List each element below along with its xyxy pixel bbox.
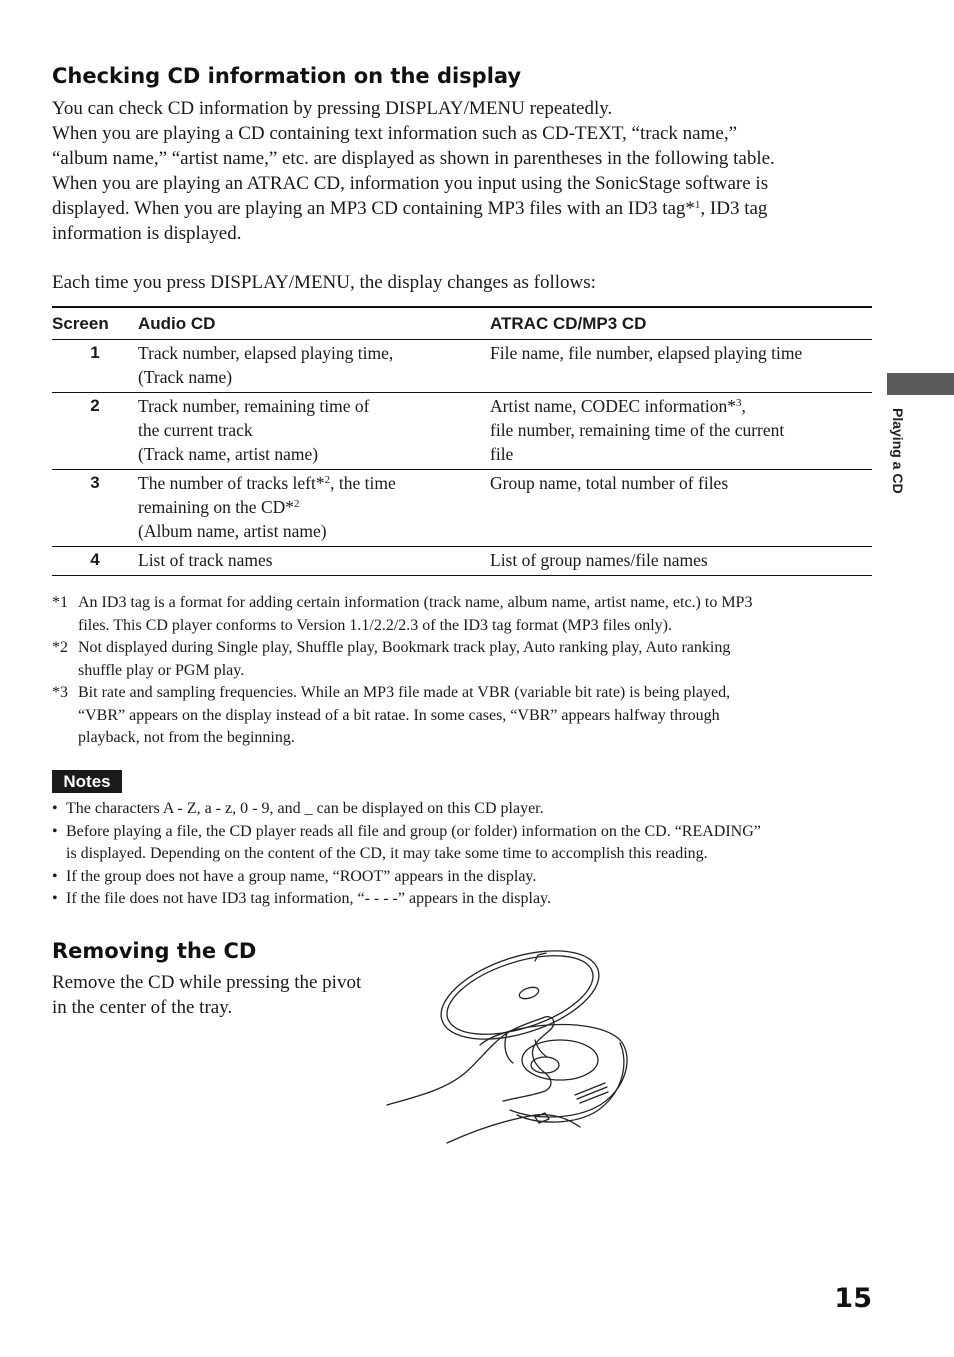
lid-window bbox=[518, 985, 540, 1001]
footnote-mark: *1 bbox=[52, 594, 68, 611]
cell-line: Group name, total number of files bbox=[490, 473, 729, 493]
intro-line: When you are playing an ATRAC CD, information you input using the SonicStage software is bbox=[52, 173, 769, 194]
atrac-cell bbox=[490, 470, 872, 547]
side-label-text: Playing a CD bbox=[890, 408, 906, 494]
cell-line bbox=[490, 394, 872, 418]
table-row bbox=[52, 547, 872, 576]
footnote-ref: 3 bbox=[735, 397, 742, 409]
intro-line: “album name,” “artist name,” etc. are displayed as shown in parentheses in the following table. bbox=[52, 148, 775, 169]
intro-line bbox=[52, 196, 872, 221]
table-intro: Each time you press DISPLAY/MENU, the display changes as follows: bbox=[52, 272, 596, 293]
note-item bbox=[52, 798, 872, 821]
notes-badge: Notes bbox=[52, 770, 122, 793]
section-heading-checking-cd-info: Checking CD information on the display bbox=[52, 64, 522, 88]
cell-text: Artist name, CODEC information* bbox=[490, 396, 736, 416]
footnote-1 bbox=[52, 592, 862, 637]
note-item bbox=[52, 821, 872, 866]
cell-line: the current track bbox=[138, 420, 253, 440]
footnote-text bbox=[78, 592, 862, 637]
footnotes bbox=[52, 592, 862, 750]
note-line: is displayed. Depending on the content of the CD, it may take some time to accomplish this reading. bbox=[66, 845, 708, 862]
cable bbox=[447, 1115, 580, 1143]
bullet-icon: • bbox=[52, 822, 58, 840]
footnote-line: “VBR” appears on the display instead of a bit ratae. In some cases, “VBR” appears halfway through bbox=[78, 706, 720, 724]
removing-cd-line: in the center of the tray. bbox=[52, 997, 233, 1018]
table-row bbox=[52, 393, 872, 470]
footnote-text bbox=[78, 637, 862, 682]
screen-number: 2 bbox=[52, 393, 138, 470]
cd-pivot bbox=[531, 1057, 559, 1073]
cd-removal-illustration bbox=[385, 945, 635, 1150]
cell-line: List of group names/file names bbox=[490, 550, 708, 570]
side-section-label bbox=[886, 408, 910, 518]
screen-number: 4 bbox=[52, 547, 138, 576]
cell-line bbox=[138, 471, 490, 495]
footnote-line: Not displayed during Single play, Shuffle play, Bookmark track play, Auto ranking play, Auto ranking bbox=[78, 639, 731, 656]
atrac-cell bbox=[490, 393, 872, 470]
cell-line: Track number, elapsed playing time, bbox=[138, 343, 394, 363]
cell-line: file bbox=[490, 444, 514, 464]
section-tab-marker bbox=[887, 373, 954, 395]
cell-line: Track number, remaining time of bbox=[138, 396, 370, 416]
footnote-line: shuffle play or PGM play. bbox=[78, 661, 245, 679]
note-line: If the group does not have a group name, “ROOT” appears in the display. bbox=[66, 867, 537, 885]
footnote-ref: 1 bbox=[694, 199, 701, 211]
bullet-icon: • bbox=[52, 867, 58, 885]
screen-number: 3 bbox=[52, 470, 138, 547]
intro-line: information is displayed. bbox=[52, 223, 242, 244]
hand-outline bbox=[387, 1017, 554, 1105]
footnote-line: playback, not from the beginning. bbox=[78, 729, 295, 746]
footnote-line: Bit rate and sampling frequencies. While an MP3 file made at VBR (variable bit rate) is being played, bbox=[78, 684, 731, 701]
intro-text: , ID3 tag bbox=[700, 198, 768, 219]
section-heading-removing-cd: Removing the CD bbox=[52, 939, 257, 963]
page-number: 15 bbox=[834, 1283, 872, 1314]
note-line: The characters A - Z, a - z, 0 - 9, and _ can be displayed on this CD player. bbox=[66, 800, 544, 817]
cell-text: remaining on the CD* bbox=[138, 497, 295, 517]
audio-cd-cell bbox=[138, 393, 490, 470]
cell-line: List of track names bbox=[138, 550, 273, 570]
footnote-line: files. This CD player conforms to Version 1.1/2.2/2.3 of the ID3 tag format (MP3 files only). bbox=[78, 616, 672, 634]
audio-cd-cell bbox=[138, 547, 490, 576]
notes-list bbox=[52, 798, 872, 911]
cell-line: File name, file number, elapsed playing time bbox=[490, 343, 803, 363]
bullet-icon: • bbox=[52, 800, 58, 817]
cell-line: file number, remaining time of the current bbox=[490, 420, 785, 440]
note-text bbox=[66, 888, 872, 911]
atrac-cell bbox=[490, 340, 872, 393]
note-line: Before playing a file, the CD player reads all file and group (or folder) information on the CD. “READING” bbox=[66, 822, 761, 840]
footnote-mark: *3 bbox=[52, 684, 68, 701]
audio-cd-cell bbox=[138, 340, 490, 393]
table-row bbox=[52, 470, 872, 547]
footnote-ref: 2 bbox=[324, 474, 331, 486]
note-text bbox=[66, 798, 872, 821]
table-header-row bbox=[52, 307, 872, 340]
footnote-3 bbox=[52, 682, 862, 750]
atrac-cell bbox=[490, 547, 872, 576]
screen-number: 1 bbox=[52, 340, 138, 393]
display-info-table bbox=[52, 306, 872, 576]
footnote-text bbox=[78, 682, 862, 750]
footnote-ref: 2 bbox=[294, 498, 300, 510]
note-text bbox=[66, 866, 872, 889]
cell-text: The number of tracks left* bbox=[138, 473, 325, 493]
cell-line bbox=[138, 495, 490, 519]
bullet-icon: • bbox=[52, 890, 58, 907]
intro-text: displayed. When you are playing an MP3 CD containing MP3 files with an ID3 tag* bbox=[52, 198, 695, 219]
cell-line: (Track name, artist name) bbox=[138, 444, 319, 464]
player-buttons bbox=[575, 1083, 608, 1103]
footnote-line: An ID3 tag is a format for adding certain information (track name, album name, artist name, etc.) to MP3 bbox=[78, 594, 753, 611]
intro-paragraphs bbox=[52, 96, 872, 246]
footnote-mark: *2 bbox=[52, 639, 68, 656]
note-line: If the file does not have ID3 tag information, “- - - -” appears in the display. bbox=[66, 890, 552, 907]
intro-line: When you are playing a CD containing text information such as CD-TEXT, “track name,” bbox=[52, 123, 738, 144]
intro-line: You can check CD information by pressing DISPLAY/MENU repeatedly. bbox=[52, 98, 613, 119]
table-row bbox=[52, 340, 872, 393]
cell-text: , bbox=[741, 396, 746, 416]
col-header-atrac-mp3: ATRAC CD/MP3 CD bbox=[490, 307, 872, 340]
cell-line: (Album name, artist name) bbox=[138, 521, 327, 541]
cell-text: , the time bbox=[330, 473, 396, 493]
col-header-audio-cd: Audio CD bbox=[138, 307, 490, 340]
cell-line: (Track name) bbox=[138, 367, 233, 387]
note-item bbox=[52, 866, 872, 889]
removing-cd-line: Remove the CD while pressing the pivot bbox=[52, 972, 362, 993]
removing-cd-text bbox=[52, 970, 412, 1020]
note-text bbox=[66, 821, 872, 866]
col-header-screen: Screen bbox=[52, 307, 138, 340]
note-item bbox=[52, 888, 872, 911]
audio-cd-cell bbox=[138, 470, 490, 547]
footnote-2 bbox=[52, 637, 862, 682]
